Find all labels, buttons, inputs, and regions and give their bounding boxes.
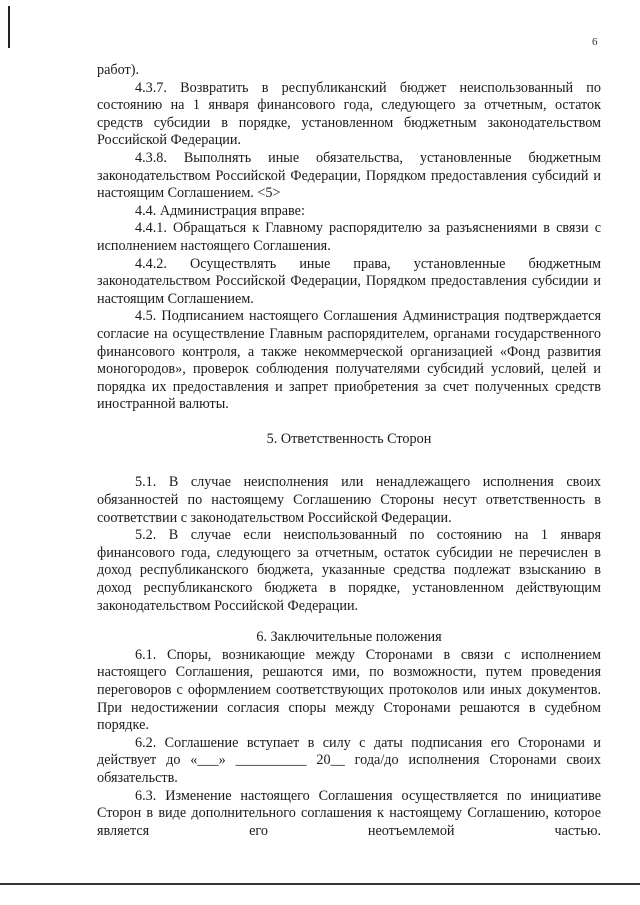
paragraph-5-1: 5.1. В случае неисполнения или ненадлежащего исполнения своих обязанностей по настоящему Соглашению Стороны несут ответственность в соответствии с законодательством Российской Федерации. [97,474,601,526]
paragraph-4-5: 4.5. Подписанием настоящего Соглашения Администрация подтверждается согласие на осуществление Главным распорядителем, органами государственного финансового контроля, а также некоммерческой организацией «Фонд развития моногородов», проверок соблюдения получателями субсидий условий, целей и порядка их предоставления и запрет приобретения за счет полученных средств иностранной валюты. [97,308,601,413]
paragraph-6-3: 6.3. Изменение настоящего Соглашения осуществляется по инициативе Сторон в виде дополнительного соглашения к настоящему Соглашению, которое является его неотъемлемой частью. [97,787,601,839]
paragraph-6-2: 6.2. Соглашение вступает в силу с даты подписания его Сторонами и действует до «___» __________ 20__ года/до исполнения Сторонами своих обязательств. [97,734,601,786]
paragraph-4-4: 4.4. Администрация вправе: [135,202,305,219]
scan-bottom-edge [0,883,640,885]
section-5-heading: 5. Ответственность Сторон [266,430,432,447]
paragraph-4-3-8: 4.3.8. Выполнять иные обязательства, установленные бюджетным законодательством Российской Федерации, Порядком предоставления субсидий и настоящим Соглашением. <5> [97,149,601,202]
paragraph-4-4-2: 4.4.2. Осуществлять иные права, установленные бюджетным законодательством Российской Федерации, Порядком предоставления субсидии и настоящим Соглашением. [97,255,601,307]
document-body [97,62,601,840]
scan-edge-mark [8,6,10,48]
paragraph-6-1: 6.1. Споры, возникающие между Сторонами в связи с исполнением настоящего Соглашения, решаются ими, по возможности, путем проведения переговоров с оформлением соответствующих протоколов или иных документов. При недостижении согласия споры между Сторонами решаются в судебном порядке. [97,646,601,734]
paragraph-5-2: 5.2. В случае если неиспользованный по состоянию на 1 января финансового года, следующего за отчетным, остаток субсидии не перечислен в доход республиканского бюджета, указанные средства подлежат взысканию в доход республиканского бюджета в порядке, установленном действующим законодательством Российской Федерации. [97,527,601,614]
paragraph-continuation: работ). [97,62,139,78]
paragraph-4-3-7: 4.3.7. Возвратить в республиканский бюджет неиспользованный по состоянию на 1 января финансового года, следующего за отчетным, остаток средств субсидии в порядке, установленном бюджетным законодательством Российской Федерации. [97,79,601,149]
page-number: 6 [592,36,598,48]
section-6-heading: 6. Заключительные положения [256,629,442,646]
paragraph-4-4-1: 4.4.1. Обращаться к Главному распорядителю за разъяснениями в связи с исполнением настоящего Соглашения. [97,220,601,254]
